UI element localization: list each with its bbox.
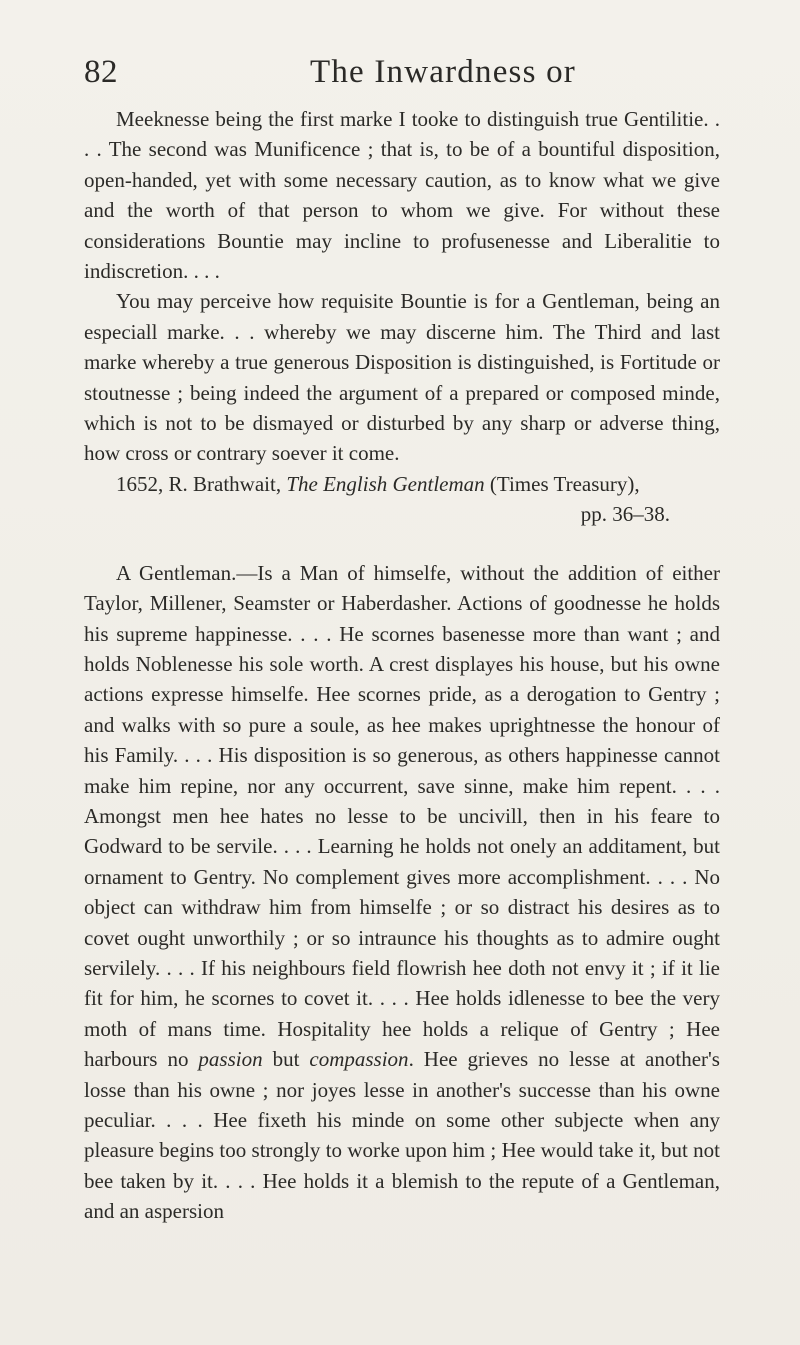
- gentleman-paragraph: [84, 558, 720, 1227]
- quote-paragraph-2: You may perceive how requisite Bountie is for a Gentleman, being an especiall marke. . . whereby we may discerne him. The Third and last marke whereby a true generous Disposition is distinguished, is Fortitude or stoutnesse ; being indeed the argument of a prepared or composed minde, which is not to be dismayed or disturbed by any sharp or adverse thing, how cross or contrary soever it come.: [84, 289, 720, 466]
- quote-paragraph-1: Meeknesse being the first marke I tooke to distinguish true Gentilitie. . . . The second was Munificence ; that is, to be of a bountiful disposition, open-handed, yet with some necessary caution, as to know what we give and the worth of that person to whom we give. For without these considerations Bountie may incline to profusenesse and Liberalitie to indiscretion. . . .: [84, 107, 720, 284]
- gentleman-text-1: A Gentleman.—Is a Man of himselfe, without the addition of either Taylor, Millener, Seamster or Haberdasher. Actions of goodnesse he holds his supreme happinesse. . . . He scornes basenesse more than want ; and holds Noblenesse his sole worth. A crest displayes his house, but his owne actions expresse himselfe. Hee scornes pride, as a derogation to Gentry ; and walks with so pure a soule, as hee makes uprightnesse the honour of his Family. . . . His disposition is so generous, as others happinesse cannot make him repine, nor any occurrent, save sinne, make him repent. . . . Amongst men hee hates no lesse to be uncivill, then in his feare to Godward to be servile. . . . Learning he holds not onely an additament, but ornament to Gentry. No complement gives more accomplishment. . . . No object can withdraw him from himselfe ; or so distract his desires as to covet ought unworthily ; or so intraunce his thoughts as to admire ought servilely. . . . If his neighbours field flowrish hee doth not envy it ; if it lie fit for him, he scornes to covet it. . . . Hee holds idlenesse to bee the very moth of mans time. Hospitality hee holds a relique of Gentry ; Hee harbours no: [84, 560, 720, 1072]
- section-gap: [84, 530, 720, 558]
- emphasis-passion: passion: [198, 1047, 263, 1072]
- page-header: [84, 48, 716, 96]
- citation-title: The English Gentleman: [286, 471, 485, 496]
- gentleman-text-mid: but: [262, 1047, 310, 1072]
- page-number: 82: [84, 54, 118, 90]
- page-body: [84, 104, 720, 1227]
- running-head: The Inwardness or: [310, 54, 576, 90]
- gentleman-text-2: . Hee grieves no lesse at another's losse than his owne ; nor joyes lesse in another's successe than his owne peculiar. . . . Hee fixeth his minde on some other subjecte when any pleasure begins too strongly to worke upon him ; Hee would take it, but not bee taken by it. . . . Hee holds it a blemish to the repute of a Gentleman, and an aspersion: [84, 1047, 720, 1224]
- citation-pages: pp. 36–38.: [580, 502, 670, 527]
- citation-prefix: 1652, R. Brathwait,: [116, 471, 287, 496]
- emphasis-compassion: compassion: [309, 1047, 409, 1072]
- citation-suffix: (Times Treasury),: [484, 471, 640, 496]
- citation-line: [84, 469, 720, 499]
